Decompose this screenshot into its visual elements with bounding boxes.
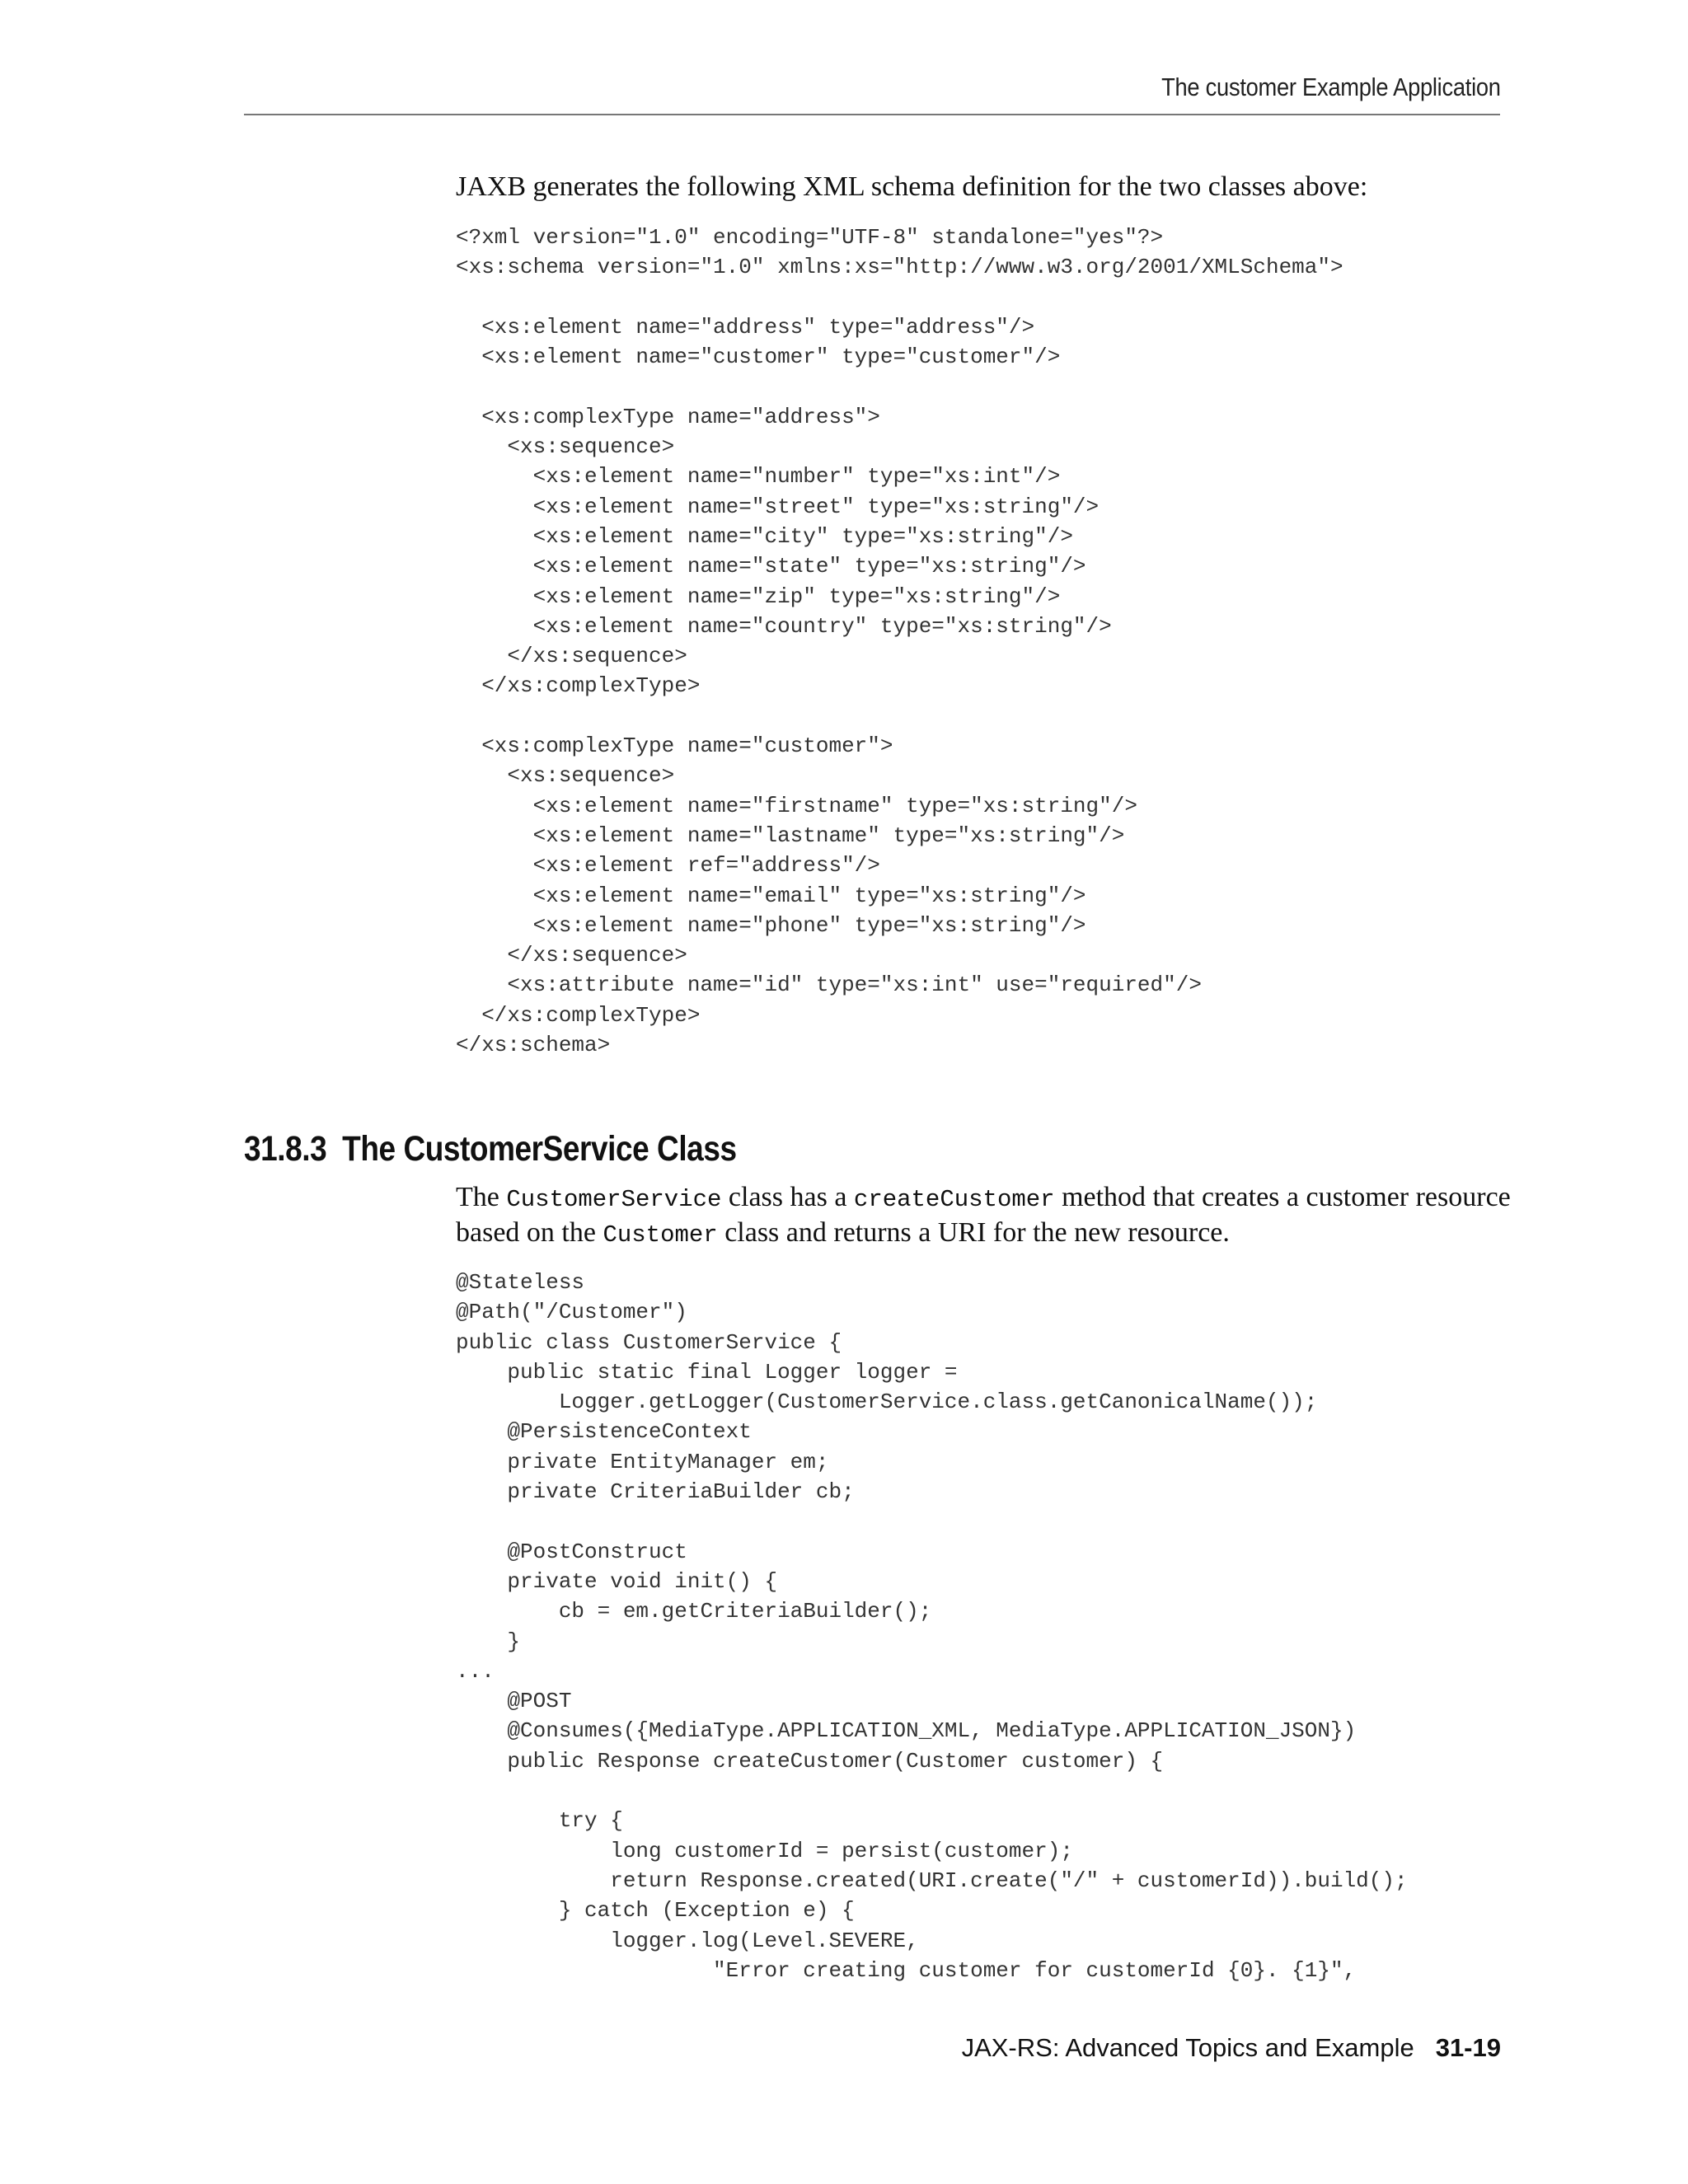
inline-code-customer: Customer (603, 1221, 718, 1249)
section-title: The CustomerService Class (342, 1129, 737, 1169)
section-body (456, 1181, 1511, 1252)
para-text-1: The (456, 1182, 507, 1212)
service-code-block (456, 1268, 1511, 1985)
section-paragraph (456, 1181, 1511, 1252)
para-text-2: class has a (721, 1182, 854, 1212)
java-service-code: @Stateless @Path("/Customer") public class CustomerService { public static final Logger logger = Logger.getLogger(CustomerService.class.getCanonicalName()); @PersistenceContext private EntityManager em; private CriteriaBuilder cb; @PostConstruct private void init() { cb = em.getCriteriaBuilder(); } ... @POST @Consumes({MediaType.APPLICATION_XML, MediaType.APPLICATION_JSON}) public Response createCustomer(Customer customer) { try { long customerId = persist(customer); return Response.created(URI.create("/" + customerId)).build(); } catch (Exception e) { logger.log(Level.SEVERE, "Error creating customer for customerId {0}. {1}", (456, 1270, 1408, 1983)
section-heading (244, 1129, 737, 1169)
inline-code-createcustomer: createCustomer (853, 1186, 1055, 1213)
running-header: The customer Example Application (1161, 73, 1501, 101)
schema-code-block (456, 223, 1511, 1060)
section-number: 31.8.3 (244, 1129, 327, 1169)
intro-block (456, 171, 1511, 204)
xml-schema-code: <?xml version="1.0" encoding="UTF-8" standalone="yes"?> <xs:schema version="1.0" xmlns:xs="http://www.w3.org/2001/XMLSchema"> <xs:element name="address" type="address"/> <xs:element name="customer" type="customer"/> <xs:complexType name="address"> <xs:sequence> <xs:element name="number" type="xs:int"/> <xs:element name="street" type="xs:string"/> <xs:element name="city" type="xs:string"/> <xs:element name="state" type="xs:string"/> <xs:element name="zip" type="xs:string"/> <xs:element name="country" type="xs:string"/> </xs:sequence> </xs:complexType> <xs:complexType name="customer"> <xs:sequence> <xs:element name="firstname" type="xs:string"/> <xs:element name="lastname" type="xs:string"/> <xs:element ref="address"/> <xs:element name="email" type="xs:string"/> <xs:element name="phone" type="xs:string"/> </xs:sequence> <xs:attribute name="id" type="xs:int" use="required"/> </xs:complexType> </xs:schema> (456, 225, 1343, 1058)
footer-chapter-title: JAX-RS: Advanced Topics and Example (961, 2033, 1414, 2062)
para-text-4: class and returns a URI for the new resource. (717, 1217, 1230, 1248)
header-divider (244, 114, 1500, 115)
running-footer (962, 2033, 1501, 2063)
intro-paragraph: JAXB generates the following XML schema definition for the two classes above: (456, 171, 1368, 202)
inline-code-customerservice: CustomerService (506, 1186, 722, 1213)
para-text-3: method that creates a customer resource based on the (456, 1182, 1511, 1248)
page-number: 31-19 (1435, 2033, 1501, 2062)
